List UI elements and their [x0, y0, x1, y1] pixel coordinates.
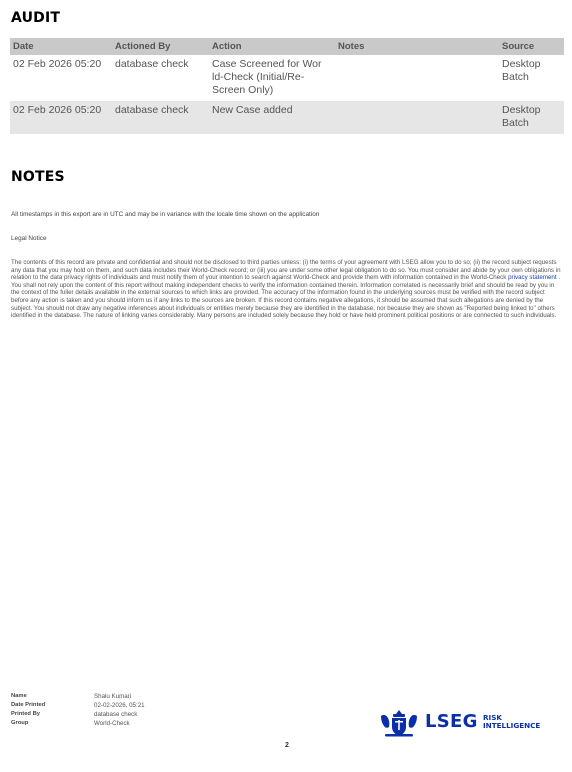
- logo-wordmark: LSEG: [425, 711, 478, 732]
- cell-notes: [335, 55, 499, 101]
- legal-text-part: The contents of this record are private and confidential and should not be disclosed to third parties unless: (i) the terms of your agreement with LSEG allow you to do so; (ii) the record subject requests any data that you may hold on them, and such data includes their World-Check record; or (iii) you are under some other legal obligation to do so. You must consider and abide by your own obligations in relation to the data privacy rights of individuals and must notify them of your intention to search against World-Check and provide them with information contained in the World-Check: [11, 259, 561, 282]
- cell-action: Case Screened for Wor ld-Check (Initial/Re- Screen Only): [212, 58, 322, 96]
- cell-date: 02 Feb 2026 05:20: [13, 58, 102, 70]
- audit-heading: AUDIT: [11, 10, 61, 26]
- logo-subtitle: [483, 714, 540, 730]
- timestamp-note: All timestamps in this export are in UTC and may be in variance with the locale time shown on the application: [11, 211, 320, 218]
- column-header-source: Source: [499, 38, 564, 55]
- cell-date: 02 Feb 2026 05:20: [10, 101, 112, 134]
- footer-value-printed-by: database check: [94, 711, 138, 718]
- footer-label-name: Name: [11, 693, 27, 699]
- legal-notice-title: Legal Notice: [11, 235, 47, 242]
- footer-label-group: Group: [11, 720, 29, 726]
- footer-label-date-printed: Date Printed: [11, 702, 46, 708]
- cell-notes: [335, 101, 499, 134]
- column-header-action: Action: [209, 38, 335, 55]
- cell-source: Desktop Batch: [499, 101, 564, 134]
- footer-label-printed-by: Printed By: [11, 711, 40, 717]
- logo-subtitle-line: INTELLIGENCE: [483, 721, 541, 730]
- cell-source: Desktop Batch: [502, 58, 541, 83]
- notes-heading: NOTES: [11, 169, 65, 185]
- footer-labels: [11, 692, 45, 728]
- footer-value-group: World-Check: [94, 720, 130, 727]
- footer-values: [94, 692, 145, 728]
- legal-notice-body: [11, 259, 561, 320]
- cell-actioned-by: database check: [112, 101, 209, 134]
- cell-action: New Case added: [209, 101, 335, 134]
- logo-subtitle-line: RISK: [483, 713, 502, 722]
- audit-header-row: [10, 38, 564, 55]
- table-row: [10, 101, 564, 134]
- column-header-notes: Notes: [335, 38, 499, 55]
- cell-actioned-by: database check: [115, 58, 189, 70]
- privacy-statement-link[interactable]: privacy statement: [508, 274, 557, 282]
- legal-text-part: . You shall not rely upon the content of this report without making independent checks to verify the information contained therein. Information correlated is necessarily brief and should be read by you in the context of the fuller details available in the external sources to which links are provided. The accuracy of the information found in the underlying sources must be verified with the record subject before any action is taken and you should inform us if any links to the sources are broken. If this record contains negative allegations, it should be assumed that such allegations are denied by the subject. You should not draw any negative inferences about individuals or entities merely because they are identified in the database, nor because they are shown as "Reported being linked to" others identified in the database. The nature of linking varies considerably. Many persons are included solely because they hold or have held prominent political positions or are connected to such individuals.: [11, 274, 561, 320]
- footer-value-date-printed: 02-02-2026, 05:21: [94, 702, 145, 709]
- footer-value-name: Shalu Kumari: [94, 693, 132, 700]
- lseg-logo: [379, 708, 551, 738]
- table-row: [10, 55, 564, 101]
- page-number: 2: [285, 742, 289, 749]
- audit-table: [10, 38, 564, 134]
- column-header-actioned-by: Actioned By: [112, 38, 209, 55]
- crest-icon: [379, 708, 419, 738]
- column-header-date: Date: [10, 38, 112, 55]
